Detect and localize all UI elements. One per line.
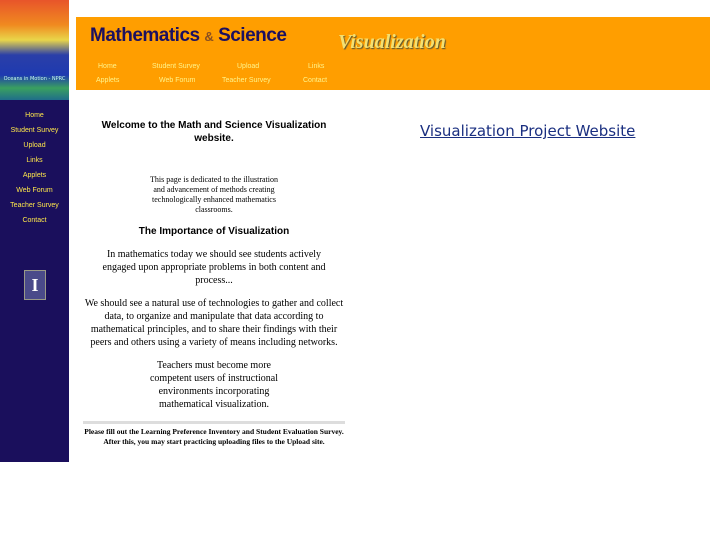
oceans-in-motion-image	[0, 0, 69, 100]
sidebar-item-upload[interactable]: Upload	[23, 142, 46, 149]
top-nav-web-forum[interactable]: Web Forum	[159, 77, 196, 84]
title-science: Science	[218, 25, 287, 46]
importance-heading: The Importance of Visualization	[138, 226, 290, 237]
top-nav-student-survey[interactable]: Student Survey	[152, 63, 200, 70]
logo-caption: Oceans in Motion - NPRC	[3, 76, 66, 82]
sidebar-item-student-survey[interactable]: Student Survey	[10, 127, 59, 134]
sidebar-item-web-forum[interactable]: Web Forum	[16, 187, 53, 194]
title-math: Mathematics	[90, 25, 200, 46]
paragraph-3: Teachers must become more competent users of instructional environments incorporating mathematical visualization.	[149, 360, 279, 410]
divider	[83, 421, 345, 424]
top-nav-applets[interactable]: Applets	[96, 77, 120, 84]
top-nav-teacher-survey[interactable]: Teacher Survey	[222, 77, 271, 84]
top-nav-upload[interactable]: Upload	[237, 63, 260, 70]
title-amp: &	[204, 29, 214, 44]
visualization-project-link[interactable]: Visualization Project Website	[420, 122, 636, 140]
site-title	[90, 25, 286, 47]
dedication-text: This page is dedicated to the illustration and advancement of methods creating technologically enhanced mathematics classrooms.	[150, 175, 278, 214]
sidebar-item-links[interactable]: Links	[26, 157, 43, 164]
sidebar-item-contact[interactable]: Contact	[22, 217, 47, 224]
survey-notice: Please fill out the Learning Preference Inventory and Student Evaluation Survey. After this, you may start practicing uploading files to the Upload site.	[84, 427, 344, 446]
paragraph-1: In mathematics today we should see students actively engaged upon appropriate problems in both content and process...	[102, 249, 326, 286]
sidebar-item-teacher-survey[interactable]: Teacher Survey	[10, 202, 59, 209]
sidebar-item-applets[interactable]: Applets	[22, 172, 47, 179]
top-nav-contact[interactable]: Contact	[303, 77, 328, 84]
title-visualization: Visualization	[338, 31, 446, 53]
top-nav-home[interactable]: Home	[98, 63, 117, 70]
sidebar-item-home[interactable]: Home	[25, 112, 44, 119]
top-nav-links[interactable]: Links	[308, 63, 325, 70]
sidebar	[0, 100, 69, 462]
paragraph-2: We should see a natural use of technologies to gather and collect data, to organize and manipulate that data according to mathematical principles, and to share their findings with their peers and others using a variety of means including networks.	[84, 298, 344, 348]
main-content	[83, 119, 345, 447]
welcome-heading: Welcome to the Math and Science Visualization website.	[101, 120, 327, 144]
header-banner	[76, 17, 710, 90]
university-logo-icon: I	[24, 270, 46, 300]
